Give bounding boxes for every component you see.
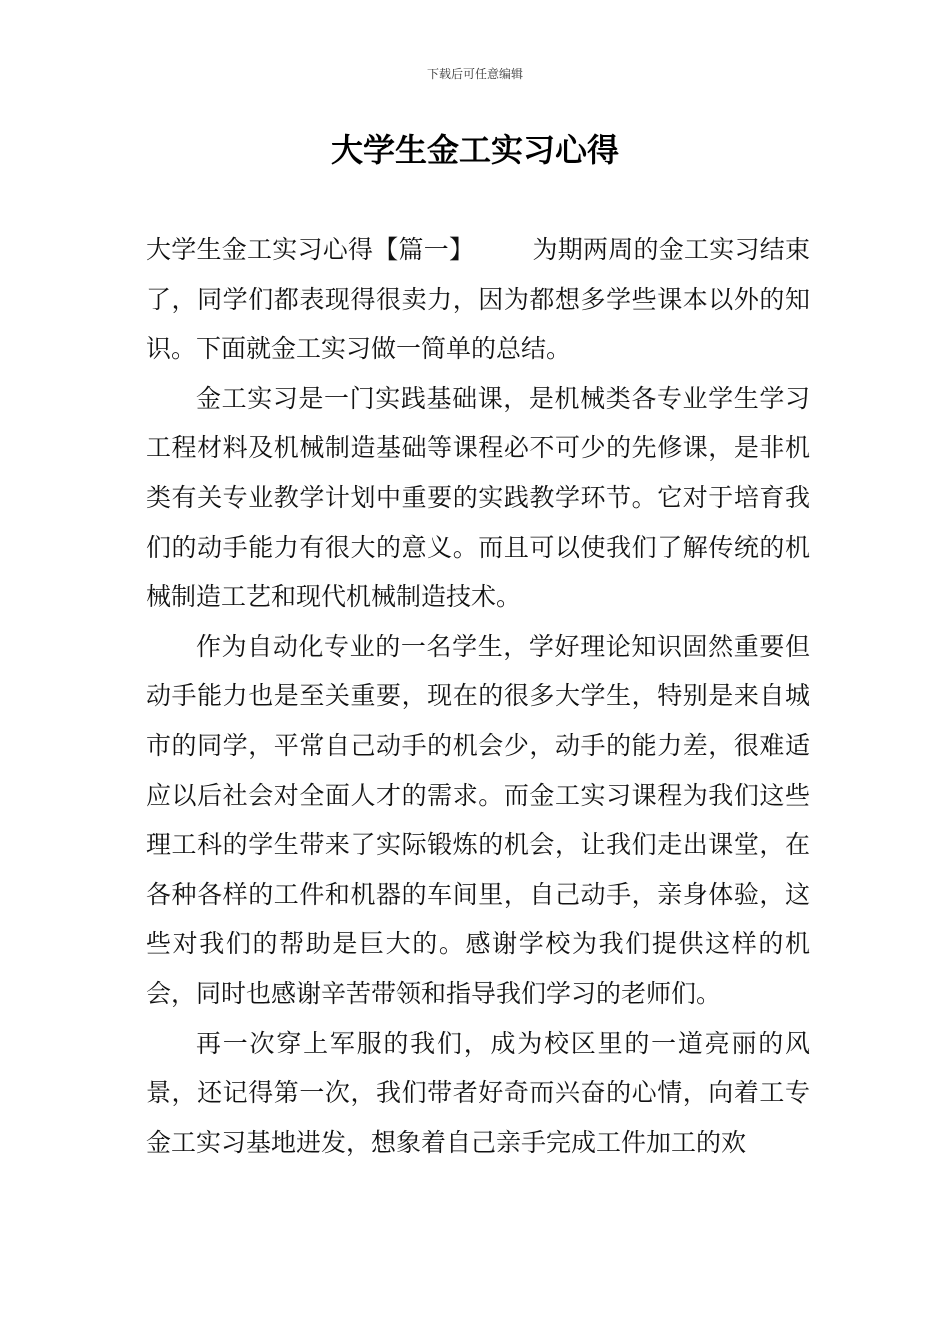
document-title: 大学生金工实习心得	[330, 131, 619, 169]
paragraph-3: 作为自动化专业的一名学生，学好理论知识固然重要但动手能力也是至关重要，现在的很多大学生，特别是来自城市的同学，平常自己动手的机会少，动手的能力差，很难适应以后社会对全面人才的需求。而金工实习课程为我们这些理工科的学生带来了实际锻炼的机会，让我们走出课堂，在各种各样的工件和机器的车间里，自己动手，亲身体验，这些对我们的帮助是巨大的。感谢学校为我们提供这样的机会，同时也感谢辛苦带领和指导我们学习的老师们。	[146, 631, 810, 1008]
paragraph-2: 金工实习是一门实践基础课，是机械类各专业学生学习工程材料及机械制造基础等课程必不可少的先修课，是非机类有关专业教学计划中重要的实践教学环节。它对于培育我们的动手能力有很大的意义。而且可以使我们了解传统的机械制造工艺和现代机械制造技术。	[146, 383, 810, 612]
document-body	[146, 225, 810, 1167]
paragraph-4: 再一次穿上军服的我们，成为校区里的一道亮丽的风景，还记得第一次，我们带者好奇而兴奋的心情，向着工专金工实习基地进发，想象着自己亲手完成工件加工的欢	[146, 1028, 810, 1157]
section-heading: 大学生金工实习心得【篇一】	[146, 235, 475, 264]
paragraph-1-text: 为期两周的金工实习结束了，同学们都表现得很卖力，因为都想多学些课本以外的知识。下面就金工实习做一简单的总结。	[146, 235, 810, 364]
paragraph-1	[146, 225, 810, 374]
download-note: 下载后可任意编辑	[426, 67, 523, 81]
